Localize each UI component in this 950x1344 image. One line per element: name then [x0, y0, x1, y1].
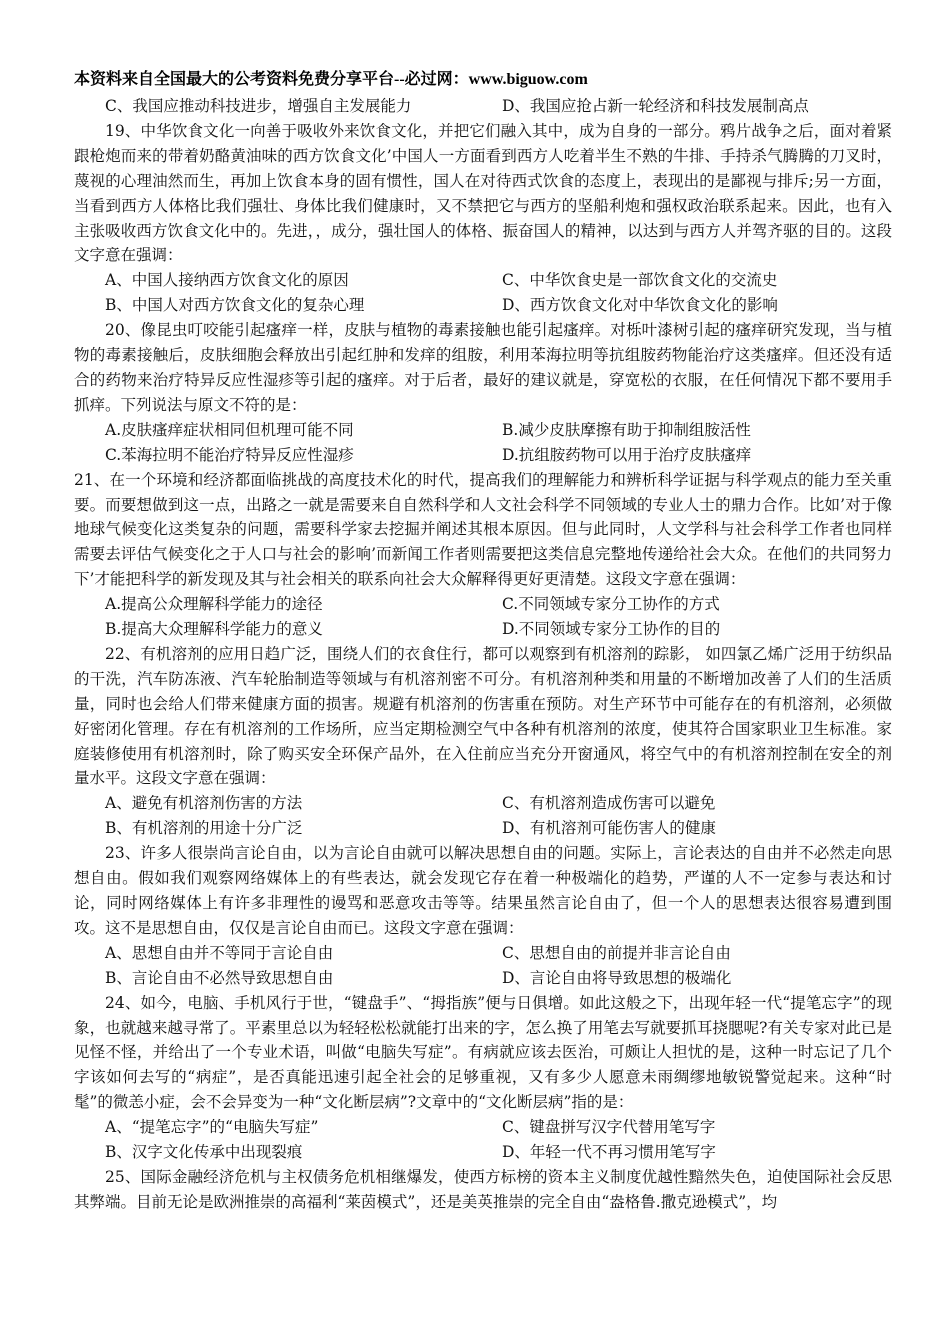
option-d: D、有机溶剂可能伤害人的健康: [502, 819, 716, 838]
option-row: [74, 791, 892, 816]
option-row: [74, 268, 892, 293]
page-header: 本资料来自全国最大的公考资料免费分享平台--必过网：www.biguow.com: [74, 71, 588, 88]
option-a: A.提高公众理解科学能力的途径: [105, 595, 323, 614]
question-20-text: 20、像昆虫叮咬能引起瘙痒一样，皮肤与植物的毒素接触也能引起瘙痒。对栎叶漆树引起的瘙痒研究发现，当与植物的毒素接触后，皮肤细胞会释放出引起红肿和发痒的组胺，利用苯海拉明等抗组胺药物能治疗这类瘙痒。但还没有适合的药物来治疗特异反应性湿疹等引起的瘙痒。对于后者，最好的建议就是，穿宽松的衣服，在任何情况下都不要用手抓痒。下列说法与原文不符的是：: [74, 321, 892, 414]
option-a: A、思想自由并不等同于言论自由: [105, 943, 334, 962]
option-row: [74, 94, 892, 119]
option-c: C.苯海拉明不能治疗特异反应性湿疹: [105, 445, 354, 464]
option-b: B、言论自由不必然导致思想自由: [105, 968, 334, 987]
option-row: [74, 293, 892, 318]
option-d: D、西方饮食文化对中华饮食文化的影响: [502, 296, 778, 315]
question-19-text: 19、中华饮食文化一向善于吸收外来饮食文化，并把它们融入其中，成为自身的一部分。鸦片战争之后，面对着紧跟枪炮而来的带着奶酪黄油味的西方饮食文化’中国人一方面看到西方人吃着半生不熟的牛排、手持杀气腾腾的刀叉时，蔑视的心理油然而生，再加上饮食本身的固有惯性，国人在对待西式饮食的态度上，表现出的是鄙视与排斥;另一方面，当看到西方人体格比我们强壮、身体比我们健康时，又不禁把它与西方的坚船利炮和强权政治联系起来。因此，也有入主张吸收西方饮食文化中的。先进，，成分，强壮国人的体格、振奋国人的精神，以达到与西方人并驾齐驱的目的。这段文字意在强调：: [74, 121, 892, 265]
option-row: [74, 966, 892, 991]
option-row: [74, 941, 892, 966]
option-d: D、我国应抢占新一轮经济和科技发展制高点: [502, 97, 809, 115]
option-c: C.不同领域专家分工协作的方式: [502, 595, 720, 614]
option-c: C、键盘拼写汉字代替用笔写字: [502, 1118, 716, 1137]
option-d: D、年轻一代不再习惯用笔写字: [502, 1143, 716, 1162]
option-c: C、有机溶剂造成伤害可以避免: [502, 794, 716, 813]
option-d: D、言论自由将导致思想的极端化: [502, 968, 732, 987]
option-a: A、“提笔忘字”的“电脑失写症”: [105, 1118, 319, 1137]
option-c: C、中华饮食史是一部饮食文化的交流史: [502, 271, 778, 290]
option-c: C、我国应推动科技进步，增强自主发展能力: [105, 97, 412, 115]
option-c: C、思想自由的前提并非言论自由: [502, 943, 731, 962]
option-b: B、汉字文化传承中出现裂痕: [105, 1143, 303, 1162]
option-b: B、中国人对西方饮食文化的复杂心理: [105, 296, 365, 315]
question-22-text: 22、有机溶剂的应用日趋广泛，围绕人们的衣食住行，都可以观察到有机溶剂的踪影， 如四氯乙烯广泛用于纺织品的干洗，汽车防冻液、汽车轮胎制造等领域与有机溶剂密不可分。有机溶剂种类和用量的不断增加改善了人们的生活质量，同时也会给人们带来健康方面的损害。规避有机溶剂的伤害重在预防。对生产环节中可能存在的有机溶剂，必须做好密闭化管理。存在有机溶剂的工作场所，应当定期检测空气中各种有机溶剂的浓度，使其符合国家职业卫生标准。家庭装修使用有机溶剂时，除了购买安全环保产品外，在入住前应当充分开窗通风，将空气中的有机溶剂控制在安全的剂量水平。这段文字意在强调：: [74, 644, 892, 788]
document-body: [74, 94, 892, 1215]
question-25-text: 25、国际金融经济危机与主权债务危机相继爆发，使西方标榜的资本主义制度优越性黯然失色，迫使国际社会反思其弊端。目前无论是欧洲推崇的高福利“莱茵模式”，还是美英推崇的完全自由“盎格鲁.撒克逊模式”，均: [74, 1167, 892, 1211]
option-row: [74, 1115, 892, 1140]
option-a: A、避免有机溶剂伤害的方法: [105, 794, 303, 813]
question-21-text: 21、在一个环境和经济都面临挑战的高度技术化的时代，提高我们的理解能力和辨析科学证据与科学观点的能力至关重要。而要想做到这一点，出路之一就是需要来自自然科学和人文社会科学不同领域的专业人士的鼎力合作。比如’对于像地球气候变化这类复杂的问题，需要科学家去挖掘并阐述其根本原因。但与此同时，人文学科与社会科学工作者也同样需要去评估气候变化之于人口与社会的影响’而新闻工作者则需要把这类信息完整地传递给社会大众。在他们的共同努力下’才能把科学的新发现及其与社会相关的联系向社会大众解释得更好更清楚。这段文字意在强调：: [74, 470, 892, 589]
option-a: A.皮肤瘙痒症状相同但机理可能不同: [105, 420, 354, 439]
option-d: D.抗组胺药物可以用于治疗皮肤瘙痒: [502, 445, 752, 464]
option-b: B.提高大众理解科学能力的意义: [105, 620, 323, 639]
option-row: [74, 418, 892, 443]
question-23-text: 23、许多人很崇尚言论自由，以为言论自由就可以解决思想自由的问题。实际上，言论表达的自由并不必然走向思想自由。假如我们观察网络媒体上的有些表达，就会发现它存在着一种极端化的趋势，严谨的人不一定参与表达和讨论，同时网络媒体上有许多非理性的谩骂和恶意攻击等等。结果虽然言论自由了，但一个人的思想表达很容易遭到围攻。这不是思想自由，仅仅是言论自由而已。这段文字意在强调：: [74, 844, 892, 937]
option-b: B、有机溶剂的用途十分广泛: [105, 819, 303, 838]
option-row: [74, 592, 892, 617]
option-row: [74, 617, 892, 642]
option-row: [74, 443, 892, 468]
option-a: A、中国人接纳西方饮食文化的原因: [105, 271, 349, 290]
option-d: D.不同领域专家分工协作的目的: [502, 620, 721, 639]
option-row: [74, 816, 892, 841]
question-24-text: 24、如今，电脑、手机风行于世，“键盘手”、“拇指族”便与日俱增。如此这般之下，出现年轻一代“提笔忘字”的现象，也就越来越寻常了。平素里总以为轻轻松松就能打出来的字，怎么换了用笔去写就要抓耳挠腮呢?有关专家对此已是见怪不怪，并给出了一个专业术语，叫做“电脑失写症”。有病就应该去医治，可颇让人担忧的是，这种一时忘记了几个字该如何去写的“病症”，是否真能迅速引起全社会的足够重视，又有多少人愿意未雨绸缪地敏锐警觉起来。这种“时髦”的微恙小症，会不会异变为一种“文化断层病”?文章中的“文化断层病”指的是：: [74, 993, 892, 1112]
option-row: [74, 1140, 892, 1165]
option-b: B.减少皮肤摩擦有助于抑制组胺活性: [502, 420, 751, 439]
